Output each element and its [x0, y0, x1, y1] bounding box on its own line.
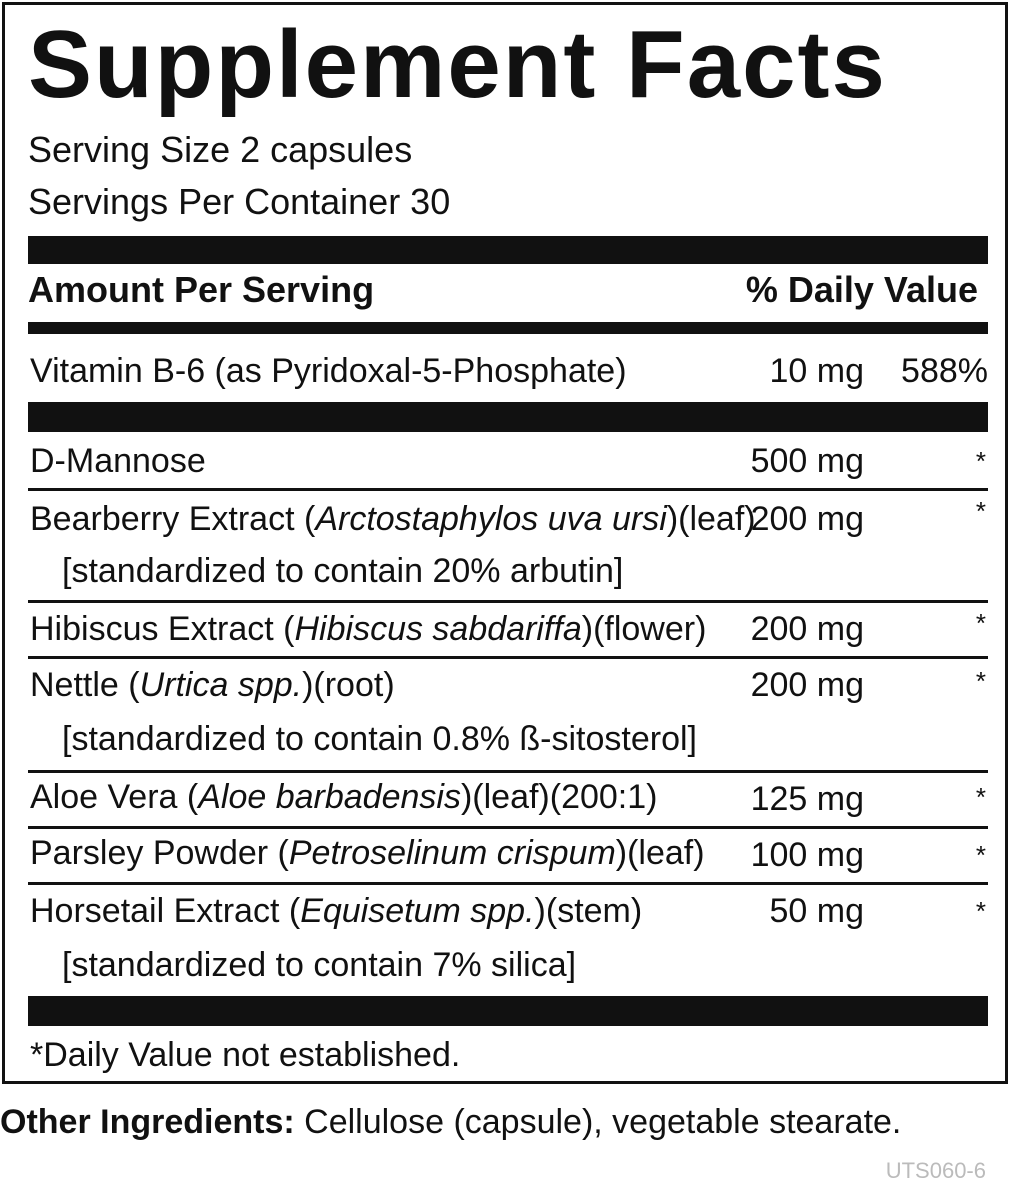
ingredient-amount: 200 mg	[750, 666, 864, 704]
ingredient-amount: 500 mg	[750, 442, 864, 480]
ingredient-dv: *	[975, 840, 986, 870]
thick-divider	[28, 402, 988, 432]
thick-divider	[28, 996, 988, 1026]
ingredient-name: Parsley Powder (Petroselinum crispum)(leaf)	[30, 834, 705, 872]
ingredient-name: Nettle (Urtica spp.)(root)	[30, 666, 395, 704]
vitamin-b6-dv: 588%	[901, 352, 988, 390]
latin-name: Arctostaphylos uva ursi	[315, 500, 667, 538]
amount-per-serving-header: Amount Per Serving	[28, 269, 375, 310]
row-divider	[28, 770, 988, 773]
medium-divider	[28, 322, 988, 334]
ingredient-note: [standardized to contain 20% arbutin]	[62, 552, 624, 590]
ingredient-amount: 200 mg	[750, 500, 864, 538]
ingredient-amount: 125 mg	[750, 780, 864, 818]
ingredient-amount: 200 mg	[750, 610, 864, 648]
ingredient-dv: *	[975, 446, 986, 476]
ingredient-name: Bearberry Extract (Arctostaphylos uva ursi)(leaf)	[30, 500, 756, 538]
row-divider	[28, 826, 988, 829]
servings-per-container: Servings Per Container 30	[28, 181, 451, 222]
product-code: UTS060-6	[885, 1158, 986, 1183]
vitamin-b6-name: Vitamin B-6 (as Pyridoxal-5-Phosphate)	[30, 352, 627, 390]
other-ingredients-label: Other Ingredients:	[0, 1103, 295, 1141]
ingredient-dv: *	[975, 496, 986, 526]
latin-name: Urtica spp.	[139, 666, 303, 704]
ingredient-dv: *	[975, 896, 986, 926]
ingredient-name: Hibiscus Extract (Hibiscus sabdariffa)(flower)	[30, 610, 707, 648]
latin-name: Equisetum spp.	[300, 892, 535, 930]
row-divider	[28, 656, 988, 659]
ingredient-note: [standardized to contain 0.8% ß-sitosterol]	[62, 720, 697, 758]
ingredient-amount: 50 mg	[769, 892, 864, 930]
ingredient-name: Aloe Vera (Aloe barbadensis)(leaf)(200:1)	[30, 778, 658, 816]
ingredient-name: Horsetail Extract (Equisetum spp.)(stem)	[30, 892, 643, 930]
ingredient-amount: 100 mg	[750, 836, 864, 874]
latin-name: Aloe barbadensis	[198, 778, 461, 816]
serving-size: Serving Size 2 capsules	[28, 129, 413, 170]
ingredient-note: [standardized to contain 7% silica]	[62, 946, 577, 984]
panel-title: Supplement Facts	[28, 11, 887, 118]
ingredient-dv: *	[975, 782, 986, 812]
footnote: *Daily Value not established.	[30, 1036, 461, 1074]
row-divider	[28, 600, 988, 603]
latin-name: Petroselinum crispum	[288, 834, 616, 872]
row-divider	[28, 488, 988, 491]
ingredient-name: D-Mannose	[30, 442, 206, 480]
ingredient-dv: *	[975, 608, 986, 638]
ingredient-dv: *	[975, 666, 986, 696]
row-divider	[28, 882, 988, 885]
other-ingredients	[0, 1100, 901, 1144]
latin-name: Hibiscus sabdariffa	[294, 610, 582, 648]
other-ingredients-text: Cellulose (capsule), vegetable stearate.	[294, 1103, 902, 1141]
daily-value-header: % Daily Value	[745, 269, 978, 310]
vitamin-b6-amount: 10 mg	[769, 352, 864, 390]
thick-divider	[28, 236, 988, 264]
